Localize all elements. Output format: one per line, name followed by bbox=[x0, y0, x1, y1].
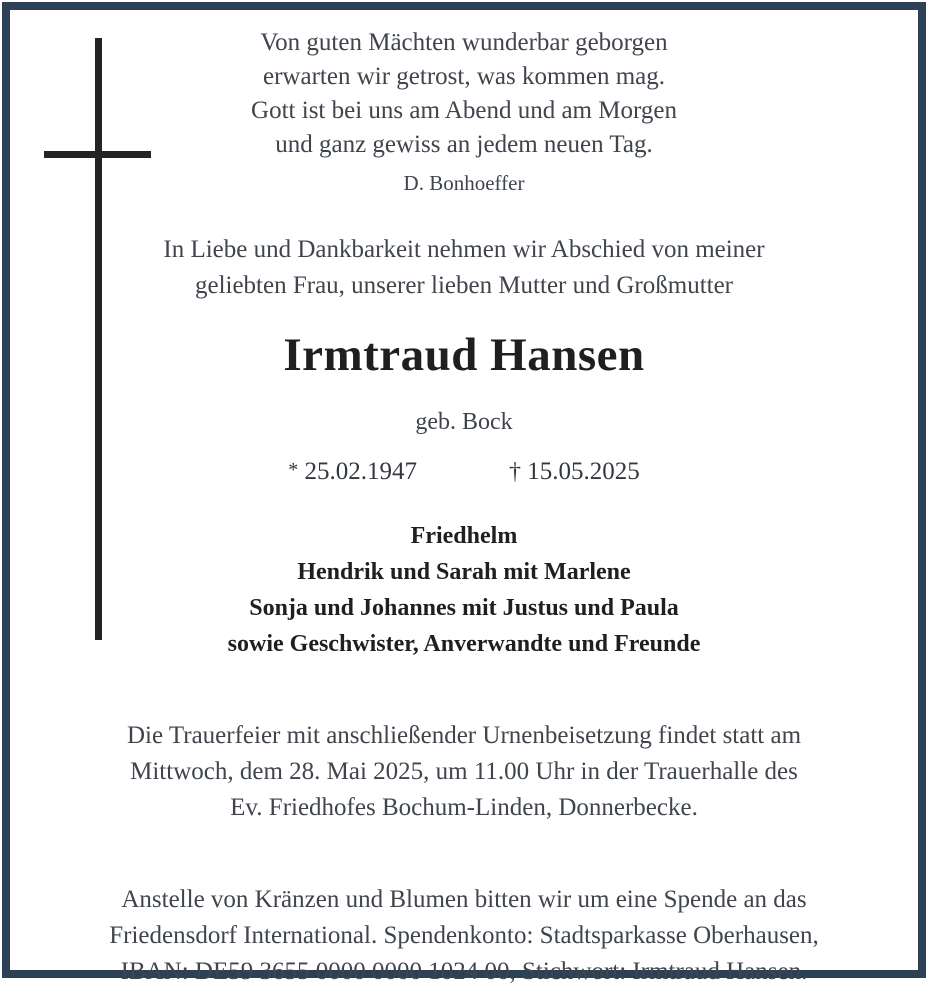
survivor-line: sowie Geschwister, Anverwandte und Freunde bbox=[227, 631, 701, 657]
verse-line: und ganz gewiss an jedem neuen Tag. bbox=[275, 131, 653, 158]
ceremony-line: Die Trauerfeier mit anschließender Urnenbeisetzung findet statt am bbox=[126, 722, 802, 749]
donation-line: Anstelle von Kränzen und Blumen bitten wir um eine Spende an das bbox=[121, 886, 807, 913]
intro-line: In Liebe und Dankbarkeit nehmen wir Abschied von meiner bbox=[163, 236, 765, 263]
birth-date: 25.02.1947 bbox=[304, 458, 417, 485]
verse-line: Gott ist bei uns am Abend und am Morgen bbox=[251, 97, 677, 124]
survivor-line: Sonja und Johannes mit Justus und Paula bbox=[249, 595, 679, 621]
notice-content bbox=[10, 10, 918, 985]
verse-line: Von guten Mächten wunderbar geborgen bbox=[260, 29, 668, 56]
verse-line: erwarten wir getrost, was kommen mag. bbox=[263, 63, 665, 90]
death-dagger-icon: † bbox=[509, 459, 521, 485]
birth-date-group bbox=[288, 458, 417, 485]
intro-line: geliebten Frau, unserer lieben Mutter und Großmutter bbox=[194, 272, 734, 299]
survivor-line: Hendrik und Sarah mit Marlene bbox=[297, 559, 631, 585]
verse-attribution: D. Bonhoeffer bbox=[403, 171, 525, 195]
death-date: 15.05.2025 bbox=[527, 458, 640, 485]
life-dates bbox=[10, 453, 918, 489]
notice-frame bbox=[2, 2, 926, 985]
deceased-maiden-name: geb. Bock bbox=[415, 409, 513, 435]
survivors-list bbox=[10, 518, 918, 662]
deceased-name: Irmtraud Hansen bbox=[283, 329, 645, 381]
ceremony-line: Ev. Friedhofes Bochum-Linden, Donnerbecke. bbox=[230, 794, 698, 821]
introduction-text bbox=[10, 232, 918, 304]
ceremony-line: Mittwoch, dem 28. Mai 2025, um 11.00 Uhr in der Trauerhalle des bbox=[130, 758, 798, 785]
survivor-line: Friedhelm bbox=[410, 523, 518, 549]
life-dates-inner bbox=[288, 453, 640, 489]
donation-details bbox=[10, 882, 918, 990]
donation-line: IBAN: DE59 3655 0000 0000 1024 00, Stichwort: Irmtraud Hansen. bbox=[120, 958, 808, 985]
ceremony-details bbox=[10, 718, 918, 826]
donation-line: Friedensdorf International. Spendenkonto: Stadtsparkasse Oberhausen, bbox=[109, 922, 819, 949]
death-date-group bbox=[509, 458, 640, 485]
memorial-verse bbox=[10, 26, 918, 162]
birth-star-icon: * bbox=[288, 459, 299, 481]
